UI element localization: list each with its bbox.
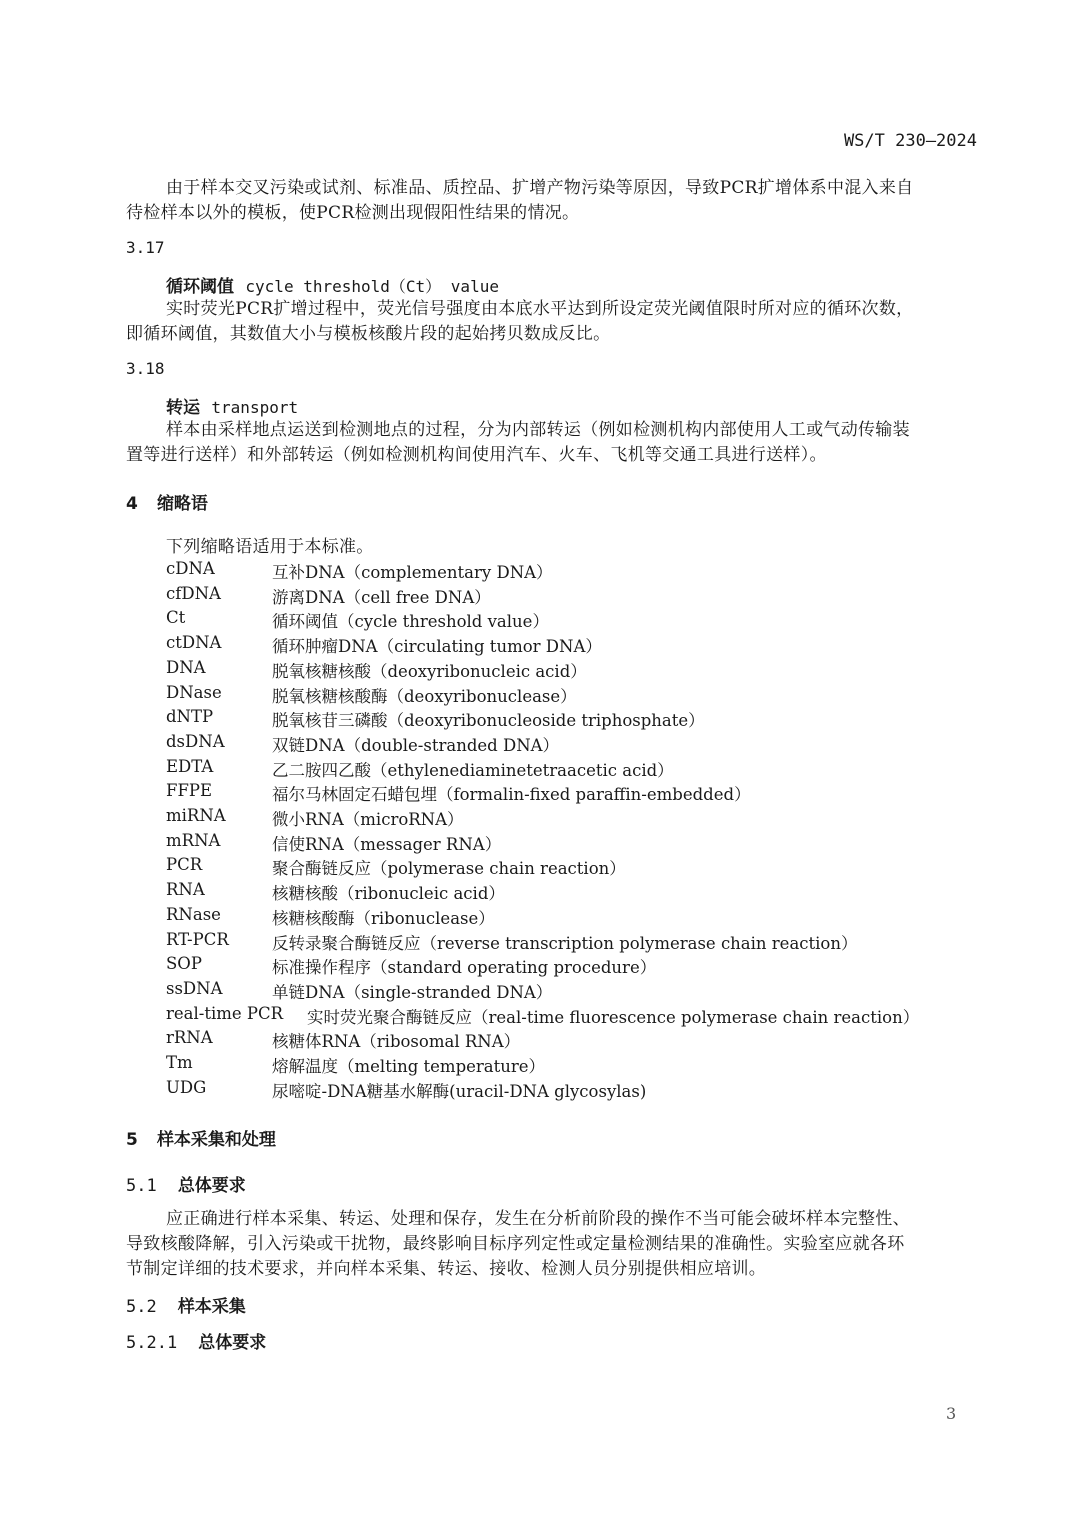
abbreviation-term: UDG	[166, 1077, 207, 1097]
abbreviation-term: ctDNA	[166, 633, 222, 653]
abbreviation-term: ssDNA	[166, 978, 223, 998]
abbreviation-description: 尿嘧啶-DNA糖基水解酶(uracil-DNA glycosylas)	[272, 1081, 647, 1101]
page-number: 3	[946, 1404, 957, 1423]
abbreviation-term: SOP	[166, 954, 202, 974]
subsection-title: 总体要求	[198, 1333, 267, 1353]
abbreviation-term: dsDNA	[166, 731, 225, 751]
abbreviation-term: EDTA	[166, 756, 214, 776]
abbreviation-description: 互补DNA（complementary DNA）	[272, 563, 553, 582]
abbreviation-description: 脱氧核糖核酸（deoxyribonucleic acid）	[272, 661, 587, 681]
abbreviation-term: cfDNA	[166, 583, 221, 603]
abbreviation-term: miRNA	[166, 806, 226, 825]
abbreviation-term: DNA	[166, 657, 206, 677]
abbreviation-term: Tm	[166, 1053, 193, 1072]
section-heading	[126, 489, 208, 514]
section-intro: 下列缩略语适用于本标准。	[166, 537, 374, 557]
abbreviation-description: 熔解温度（melting temperature）	[272, 1057, 546, 1076]
section-heading	[126, 1125, 276, 1150]
abbreviation-description: 实时荧光聚合酶链反应（real-time fluorescence polymerase chain reaction）	[307, 1007, 920, 1027]
abbreviation-description: 游离DNA（cell free DNA）	[272, 587, 491, 607]
paragraph-line: 导致核酸降解，引入污染或干扰物，最终影响目标序列定性或定量检测结果的准确性。实验室应就各环	[126, 1234, 905, 1254]
abbreviation-term: RNase	[166, 904, 221, 924]
subsection-number: 5.1	[126, 1176, 157, 1196]
abbreviation-term: cDNA	[166, 559, 215, 578]
abbreviation-description: 脱氧核苷三磷酸（deoxyribonucleoside triphosphate）	[272, 711, 705, 731]
abbreviation-term: rRNA	[166, 1028, 213, 1048]
section-title: 样本采集和处理	[156, 1130, 276, 1150]
term-english: cycle threshold（Ct） value	[245, 277, 499, 296]
abbreviation-description: 乙二胺四乙酸（ethylenediaminetetraacetic acid）	[272, 760, 674, 780]
definition-line: 实时荧光PCR扩增过程中，荧光信号强度由本底水平达到所设定荧光阈值限时所对应的循环次数，	[166, 299, 914, 319]
abbreviation-term: FFPE	[166, 781, 213, 801]
abbreviation-description: 核糖核酸酶（ribonuclease）	[272, 908, 495, 928]
section-number: 5	[126, 1130, 138, 1150]
document-id: WS/T 230—2024	[843, 131, 977, 151]
section-title: 缩略语	[156, 494, 208, 514]
term-number: 3.18	[126, 359, 165, 378]
definition-line: 样本由采样地点运送到检测地点的过程，分为内部转运（例如检测机构内部使用人工或气动传输装	[166, 420, 910, 440]
paragraph-line: 节制定详细的技术要求，并向样本采集、转运、接收、检测人员分别提供相应培训。	[126, 1259, 767, 1279]
term-chinese: 转运	[166, 398, 200, 418]
paragraph-line: 待检样本以外的模板，使PCR检测出现假阳性结果的情况。	[126, 203, 580, 223]
term-chinese: 循环阈值	[166, 277, 234, 297]
abbreviation-term: DNase	[166, 682, 222, 702]
abbreviation-description: 单链DNA（single-stranded DNA）	[272, 982, 553, 1002]
subsection-number: 5.2.1	[126, 1333, 178, 1353]
abbreviation-description: 信使RNA（messager RNA）	[272, 834, 502, 854]
definition-line: 置等进行送样）和外部转运（例如检测机构间使用汽车、火车、飞机等交通工具进行送样）。	[126, 445, 827, 465]
abbreviation-term: RT-PCR	[166, 929, 229, 949]
subsection-number: 5.2	[126, 1297, 157, 1317]
abbreviation-description: 循环肿瘤DNA（circulating tumor DNA）	[272, 637, 602, 657]
abbreviation-description: 聚合酶链反应（polymerase chain reaction）	[272, 859, 626, 879]
definition-line: 即循环阈值，其数值大小与模板核酸片段的起始拷贝数成反比。	[126, 324, 611, 344]
paragraph-line: 由于样本交叉污染或试剂、标准品、质控品、扩增产物污染等原因，导致PCR扩增体系中混入来自	[166, 178, 914, 198]
abbreviation-term: PCR	[166, 855, 203, 875]
subsection-title: 样本采集	[177, 1297, 246, 1317]
abbreviation-description: 反转录聚合酶链反应（reverse transcription polymerase chain reaction）	[272, 933, 858, 953]
abbreviation-term: real-time PCR	[166, 1003, 284, 1023]
abbreviation-description: 福尔马林固定石蜡包埋（formalin-fixed paraffin-embedded）	[272, 785, 751, 805]
term-heading	[166, 393, 298, 418]
term-heading	[166, 272, 499, 297]
abbreviation-term: dNTP	[166, 707, 214, 727]
abbreviation-term: RNA	[166, 880, 205, 900]
term-number: 3.17	[126, 238, 165, 257]
abbreviation-description: 核糖核酸（ribonucleic acid）	[272, 884, 505, 904]
abbreviation-description: 核糖体RNA（ribosomal RNA）	[272, 1032, 521, 1052]
subsection-heading	[126, 1328, 266, 1353]
abbreviation-description: 双链DNA（double-stranded DNA）	[272, 735, 560, 755]
subsection-heading	[126, 1292, 246, 1317]
paragraph-line: 应正确进行样本采集、转运、处理和保存，发生在分析前阶段的操作不当可能会破坏样本完整性、	[166, 1209, 910, 1229]
abbreviation-description: 标准操作程序（standard operating procedure）	[272, 958, 657, 978]
abbreviation-term: mRNA	[166, 830, 221, 850]
subsection-heading	[126, 1171, 246, 1196]
term-english: transport	[211, 398, 299, 417]
abbreviation-description: 脱氧核糖核酸酶（deoxyribonuclease）	[272, 686, 577, 706]
abbreviation-term: Ct	[166, 608, 186, 628]
subsection-title: 总体要求	[177, 1176, 246, 1196]
abbreviation-description: 循环阈值（cycle threshold value）	[272, 612, 549, 632]
abbreviation-description: 微小RNA（microRNA）	[272, 810, 464, 829]
section-number: 4	[126, 494, 138, 514]
